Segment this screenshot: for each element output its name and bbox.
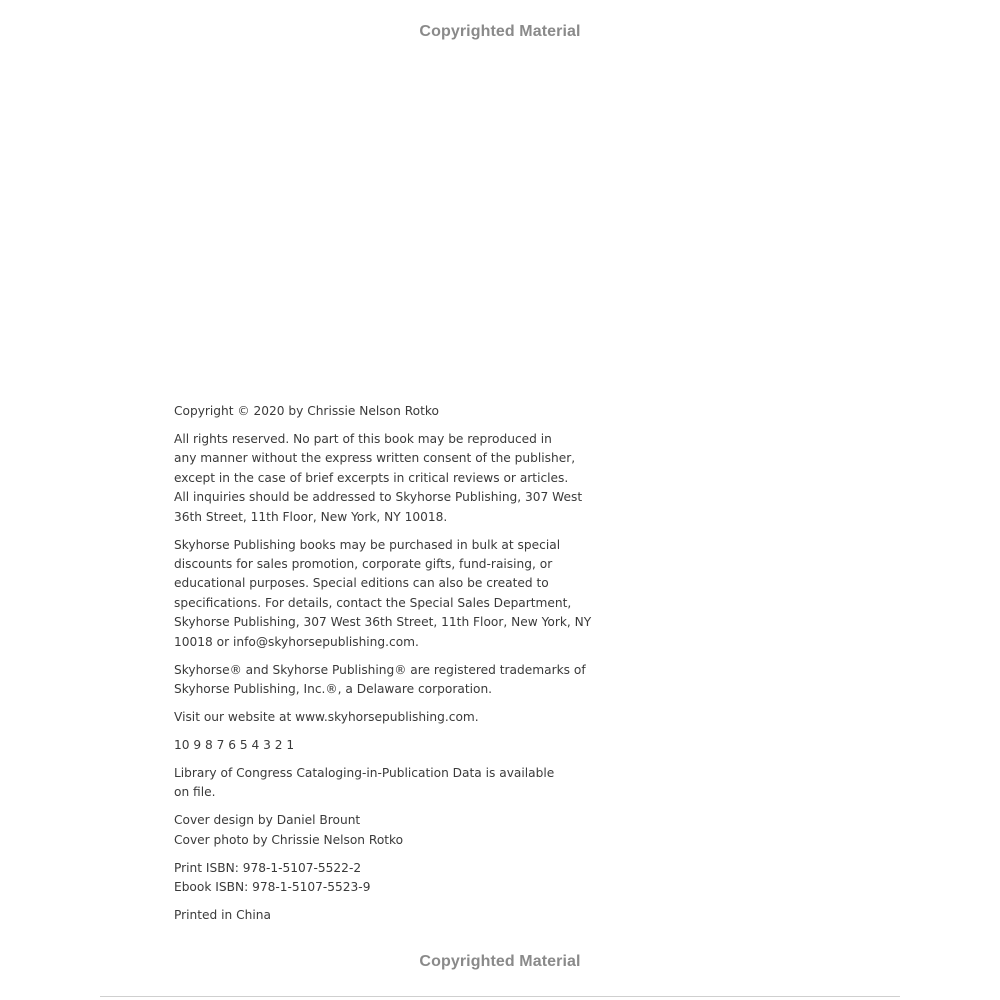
copyrighted-material-watermark-top: Copyrighted Material xyxy=(419,23,581,40)
copyright-page-text xyxy=(174,402,594,934)
copyrighted-material-watermark-bottom: Copyrighted Material xyxy=(419,953,581,970)
printing-number-line: 10 9 8 7 6 5 4 3 2 1 xyxy=(174,738,295,753)
isbn-lines: Print ISBN: 978-1-5107-5522-2 Ebook ISBN: 978-1-5107-5523-9 xyxy=(174,860,371,895)
trademarks-paragraph: Skyhorse® and Skyhorse Publishing® are registered trademarks of Skyhorse Publishing, Inc.®, a Delaware corporation. xyxy=(174,662,586,697)
cover-credits: Cover design by Daniel Brount Cover photo by Chrissie Nelson Rotko xyxy=(174,813,404,847)
page-bottom-divider xyxy=(100,996,900,997)
cip-data-paragraph: Library of Congress Cataloging-in-Publication Data is available on file. xyxy=(174,766,555,800)
rights-reserved-paragraph: All rights reserved. No part of this book may be reproduced in any manner without the express written consent of the publisher, except in the case of brief excerpts in critical reviews or articles. All inquiries should be addressed to Skyhorse Publishing, 307 West 36th Street, 11th Floor, New York, NY 10018. xyxy=(174,432,583,524)
printed-in-line: Printed in China xyxy=(174,908,271,923)
copyright-line: Copyright © 2020 by Chrissie Nelson Rotko xyxy=(174,404,439,418)
bulk-sales-paragraph: Skyhorse Publishing books may be purchased in bulk at special discounts for sales promotion, corporate gifts, fund-raising, or educational purposes. Special editions can also be created to specifications. For details, contact the Special Sales Department, Skyhorse Publishing, 307 West 36th Street, 11th Floor, New York, NY 10018 or info@skyhorsepublishing.com. xyxy=(174,537,592,649)
website-line: Visit our website at www.skyhorsepublishing.com. xyxy=(174,710,479,725)
